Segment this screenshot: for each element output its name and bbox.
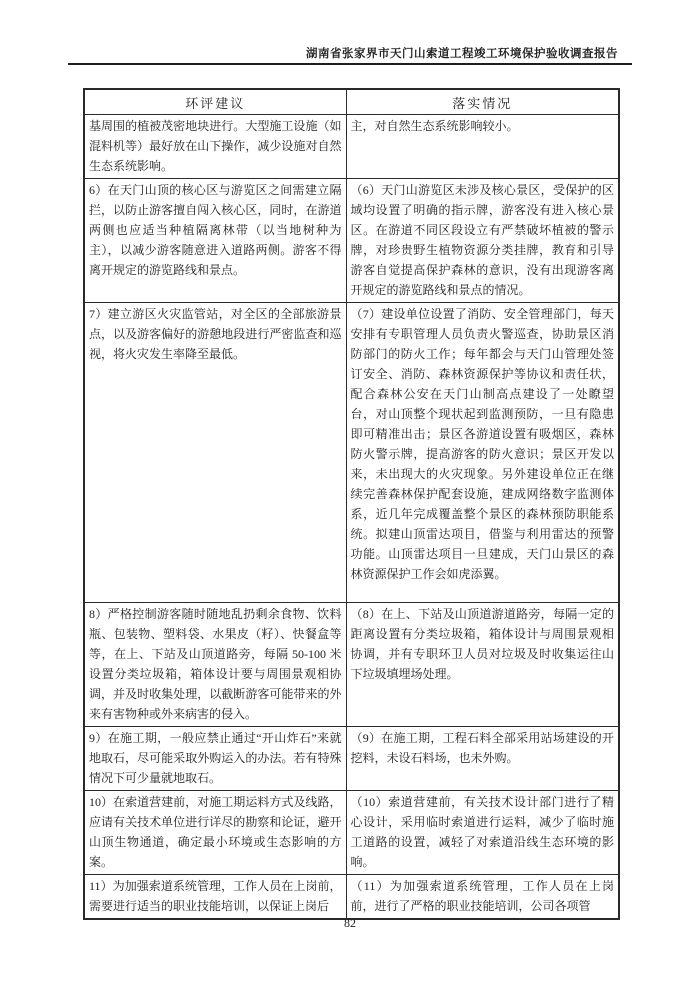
table-cell-status: （9）在施工期，工程石料全部采用站场建设的开挖料，未设石料场，也未外购。 [346,727,619,791]
table-row [84,115,619,179]
table-row [84,727,619,791]
table-row [84,303,619,603]
table-cell-suggestion: 10）在索道营建前，对施工期运料方式及线路，应请有关技术单位进行详尽的勘察和论证，避开山顶生物通道，确定最小环境或生态影响的方案。 [84,791,346,875]
table-cell-suggestion: 11）为加强索道系统管理，工作人员在上岗前，需要进行适当的职业技能培训，以保证上岗后 [84,875,346,920]
table-row [84,603,619,727]
page-number: 82 [344,916,356,930]
table-cell-suggestion: 7）建立游区火灾监管站，对全区的全部旅游景点，以及游客偏好的游憩地段进行严密监查和巡视，将火灾发生率降至最低。 [84,303,346,603]
header-divider-rule [68,63,632,65]
table-cell-status: （7）建设单位设置了消防、安全管理部门，每天安排有专职管理人员负责火警巡查，协助景区消防部门的防火工作；每年都会与天门山管理处签订安全、消防、森林资源保护等协议和责任状，配合森林公安在天门山制高点建设了一处瞭望台，对山顶整个现状起到监测预防，一旦有隐患即可精准出击；景区各游道设置有吸烟区，森林防火警示牌，提高游客的防火意识；景区开发以来，未出现大的火灾现象。另外建设单位正在继续完善森林保护配套设施，建成网络数字监测体系，近几年完成覆盖整个景区的森林预防职能系统。拟建山顶雷达项目，借鉴与利用雷达的预警功能。山顶雷达项目一旦建成，天门山景区的森林资源保护工作会如虎添翼。 [346,303,619,603]
table-cell-status: （11）为加强索道系统管理，工作人员在上岗前，进行了严格的职业技能培训，公司各项管 [346,875,619,920]
table-row [84,875,619,920]
table-cell-status: （10）索道营建前，有关技术设计部门进行了精心设计，采用临时索道进行运料，减少了临时施工道路的设置，减轻了对索道沿线生态环境的影响。 [346,791,619,875]
table-cell-suggestion: 基周围的植被茂密地块进行。大型施工设施（如混料机等）最好放在山下操作，减少设施对自然生态系统影响。 [84,115,346,179]
table-cell-suggestion: 6）在天门山顶的核心区与游览区之间需建立隔拦，以防止游客擅自闯入核心区，同时，在游道两侧也应适当种植隔离林带（以当地树种为主），以减少游客随意进入道路两侧。游客不得离开规定的游览路线和景点。 [84,179,346,303]
report-header-title: 湖南省张家界市天门山索道工程竣工环境保护验收调查报告 [306,48,618,60]
table-cell-suggestion: 8）严格控制游客随时随地乱扔剩余食物、饮料瓶、包装物、塑料袋、水果皮（籽）、快餐盒等等，在上、下站及山顶道路旁，每隔 50-100 米设置分类垃圾箱，箱体设计要与周围景观相协调，并及时收集处理，以截断游客可能带来的外来有害物种或外来病害的侵入。 [84,603,346,727]
table-cell-status: （6）天门山游览区未涉及核心景区，受保护的区域均设置了明确的指示牌，游客没有进入核心景区。在游道不同区段设立有严禁破坏植被的警示牌，对珍贵野生植物资源分类挂牌，教育和引导游客自觉提高保护森林的意识，没有出现游客离开规定的游览路线和景点的情况。 [346,179,619,303]
eia-implementation-table [83,88,620,920]
table-cell-suggestion: 9）在施工期，一般应禁止通过“开山炸石”来就地取石，尽可能采取外购运入的办法。若有特殊情况下可少量就地取石。 [84,727,346,791]
table-row [84,791,619,875]
table-header-row [84,89,619,115]
column-header-eia-suggestion: 环评建议 [84,89,346,115]
table-cell-status: 主，对自然生态系统影响较小。 [346,115,619,179]
table-cell-status: （8）在上、下站及山顶道游道路旁，每隔一定的距离设置有分类垃圾箱，箱体设计与周围景观相协调，并有专职环卫人员对垃圾及时收集运往山下垃圾填埋场处理。 [346,603,619,727]
table-row [84,179,619,303]
column-header-implementation-status: 落实情况 [346,89,619,115]
